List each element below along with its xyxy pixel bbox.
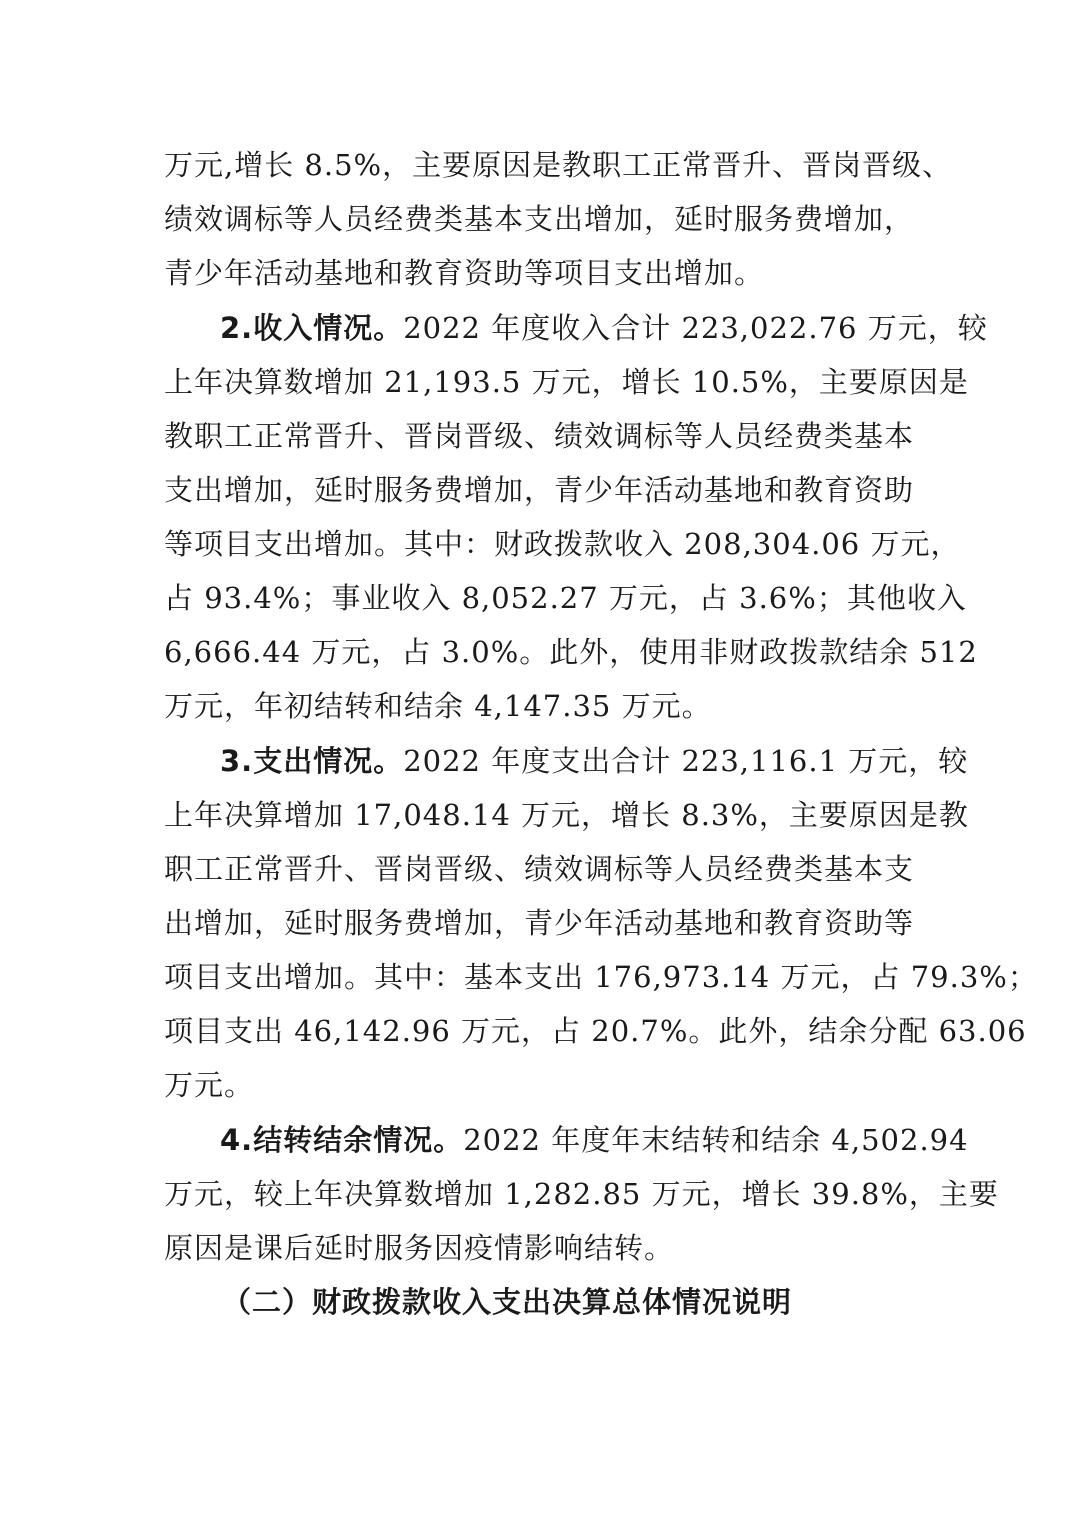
paragraph-line: 万元，较上年决算数增加 1,282.85 万元，增长 39.8%，主要 xyxy=(164,1177,999,1211)
income-first-line-text: 2022 年度收入合计 223,022.76 万元，较 xyxy=(403,311,988,345)
income-paragraph-first-line xyxy=(220,301,988,355)
paragraph-line: 等项目支出增加。其中：财政拨款收入 208,304.06 万元， xyxy=(164,527,961,561)
expenditure-first-line-text: 2022 年度支出合计 223,116.1 万元，较 xyxy=(403,744,969,778)
paragraph-line: 职工正常晋升、晋岗晋级、绩效调标等人员经费类基本支 xyxy=(164,852,915,886)
carryover-heading: 4.结转结余情况。 xyxy=(220,1123,464,1157)
paragraph-line: 出增加，延时服务费增加，青少年活动基地和教育资助等 xyxy=(164,906,915,940)
expenditure-paragraph-first-line xyxy=(220,734,968,788)
paragraph-line: 原因是课后延时服务因疫情影响结转。 xyxy=(164,1231,675,1265)
paragraph-line: 项目支出 46,142.96 万元，占 20.7%。此外，结余分配 63.06 xyxy=(164,1014,1027,1048)
paragraph-line: 绩效调标等人员经费类基本支出增加，延时服务费增加， xyxy=(164,202,915,236)
paragraph-line: 万元，年初结转和结余 4,147.35 万元。 xyxy=(164,689,712,723)
carryover-paragraph-first-line xyxy=(220,1113,969,1167)
paragraph-line: 教职工正常晋升、晋岗晋级、绩效调标等人员经费类基本 xyxy=(164,419,915,453)
paragraph-line: 上年决算数增加 21,193.5 万元，增长 10.5%，主要原因是 xyxy=(164,365,969,399)
paragraph-line: 上年决算增加 17,048.14 万元，增长 8.3%，主要原因是教 xyxy=(164,798,969,832)
carryover-first-line-text: 2022 年度年末结转和结余 4,502.94 xyxy=(463,1123,969,1157)
paragraph-line: 支出增加，延时服务费增加，青少年活动基地和教育资助 xyxy=(164,473,915,507)
paragraph-line: 项目支出增加。其中：基本支出 176,973.14 万元，占 79.3%； xyxy=(164,960,1038,994)
expenditure-heading: 3.支出情况。 xyxy=(220,744,404,778)
income-heading: 2.收入情况。 xyxy=(220,311,404,345)
paragraph-line: 青少年活动基地和教育资助等项目支出增加。 xyxy=(164,256,765,290)
paragraph-line: 占 93.4%；事业收入 8,052.27 万元，占 3.6%；其他收入 xyxy=(164,581,967,615)
section-heading: （二）财政拨款收入支出决算总体情况说明 xyxy=(222,1285,793,1319)
paragraph-line: 万元。 xyxy=(164,1068,255,1102)
paragraph-line: 万元,增长 8.5%，主要原因是教职工正常晋升、晋岗晋级、 xyxy=(164,148,953,182)
paragraph-line: 6,666.44 万元，占 3.0%。此外，使用非财政拨款结余 512 xyxy=(164,635,978,669)
